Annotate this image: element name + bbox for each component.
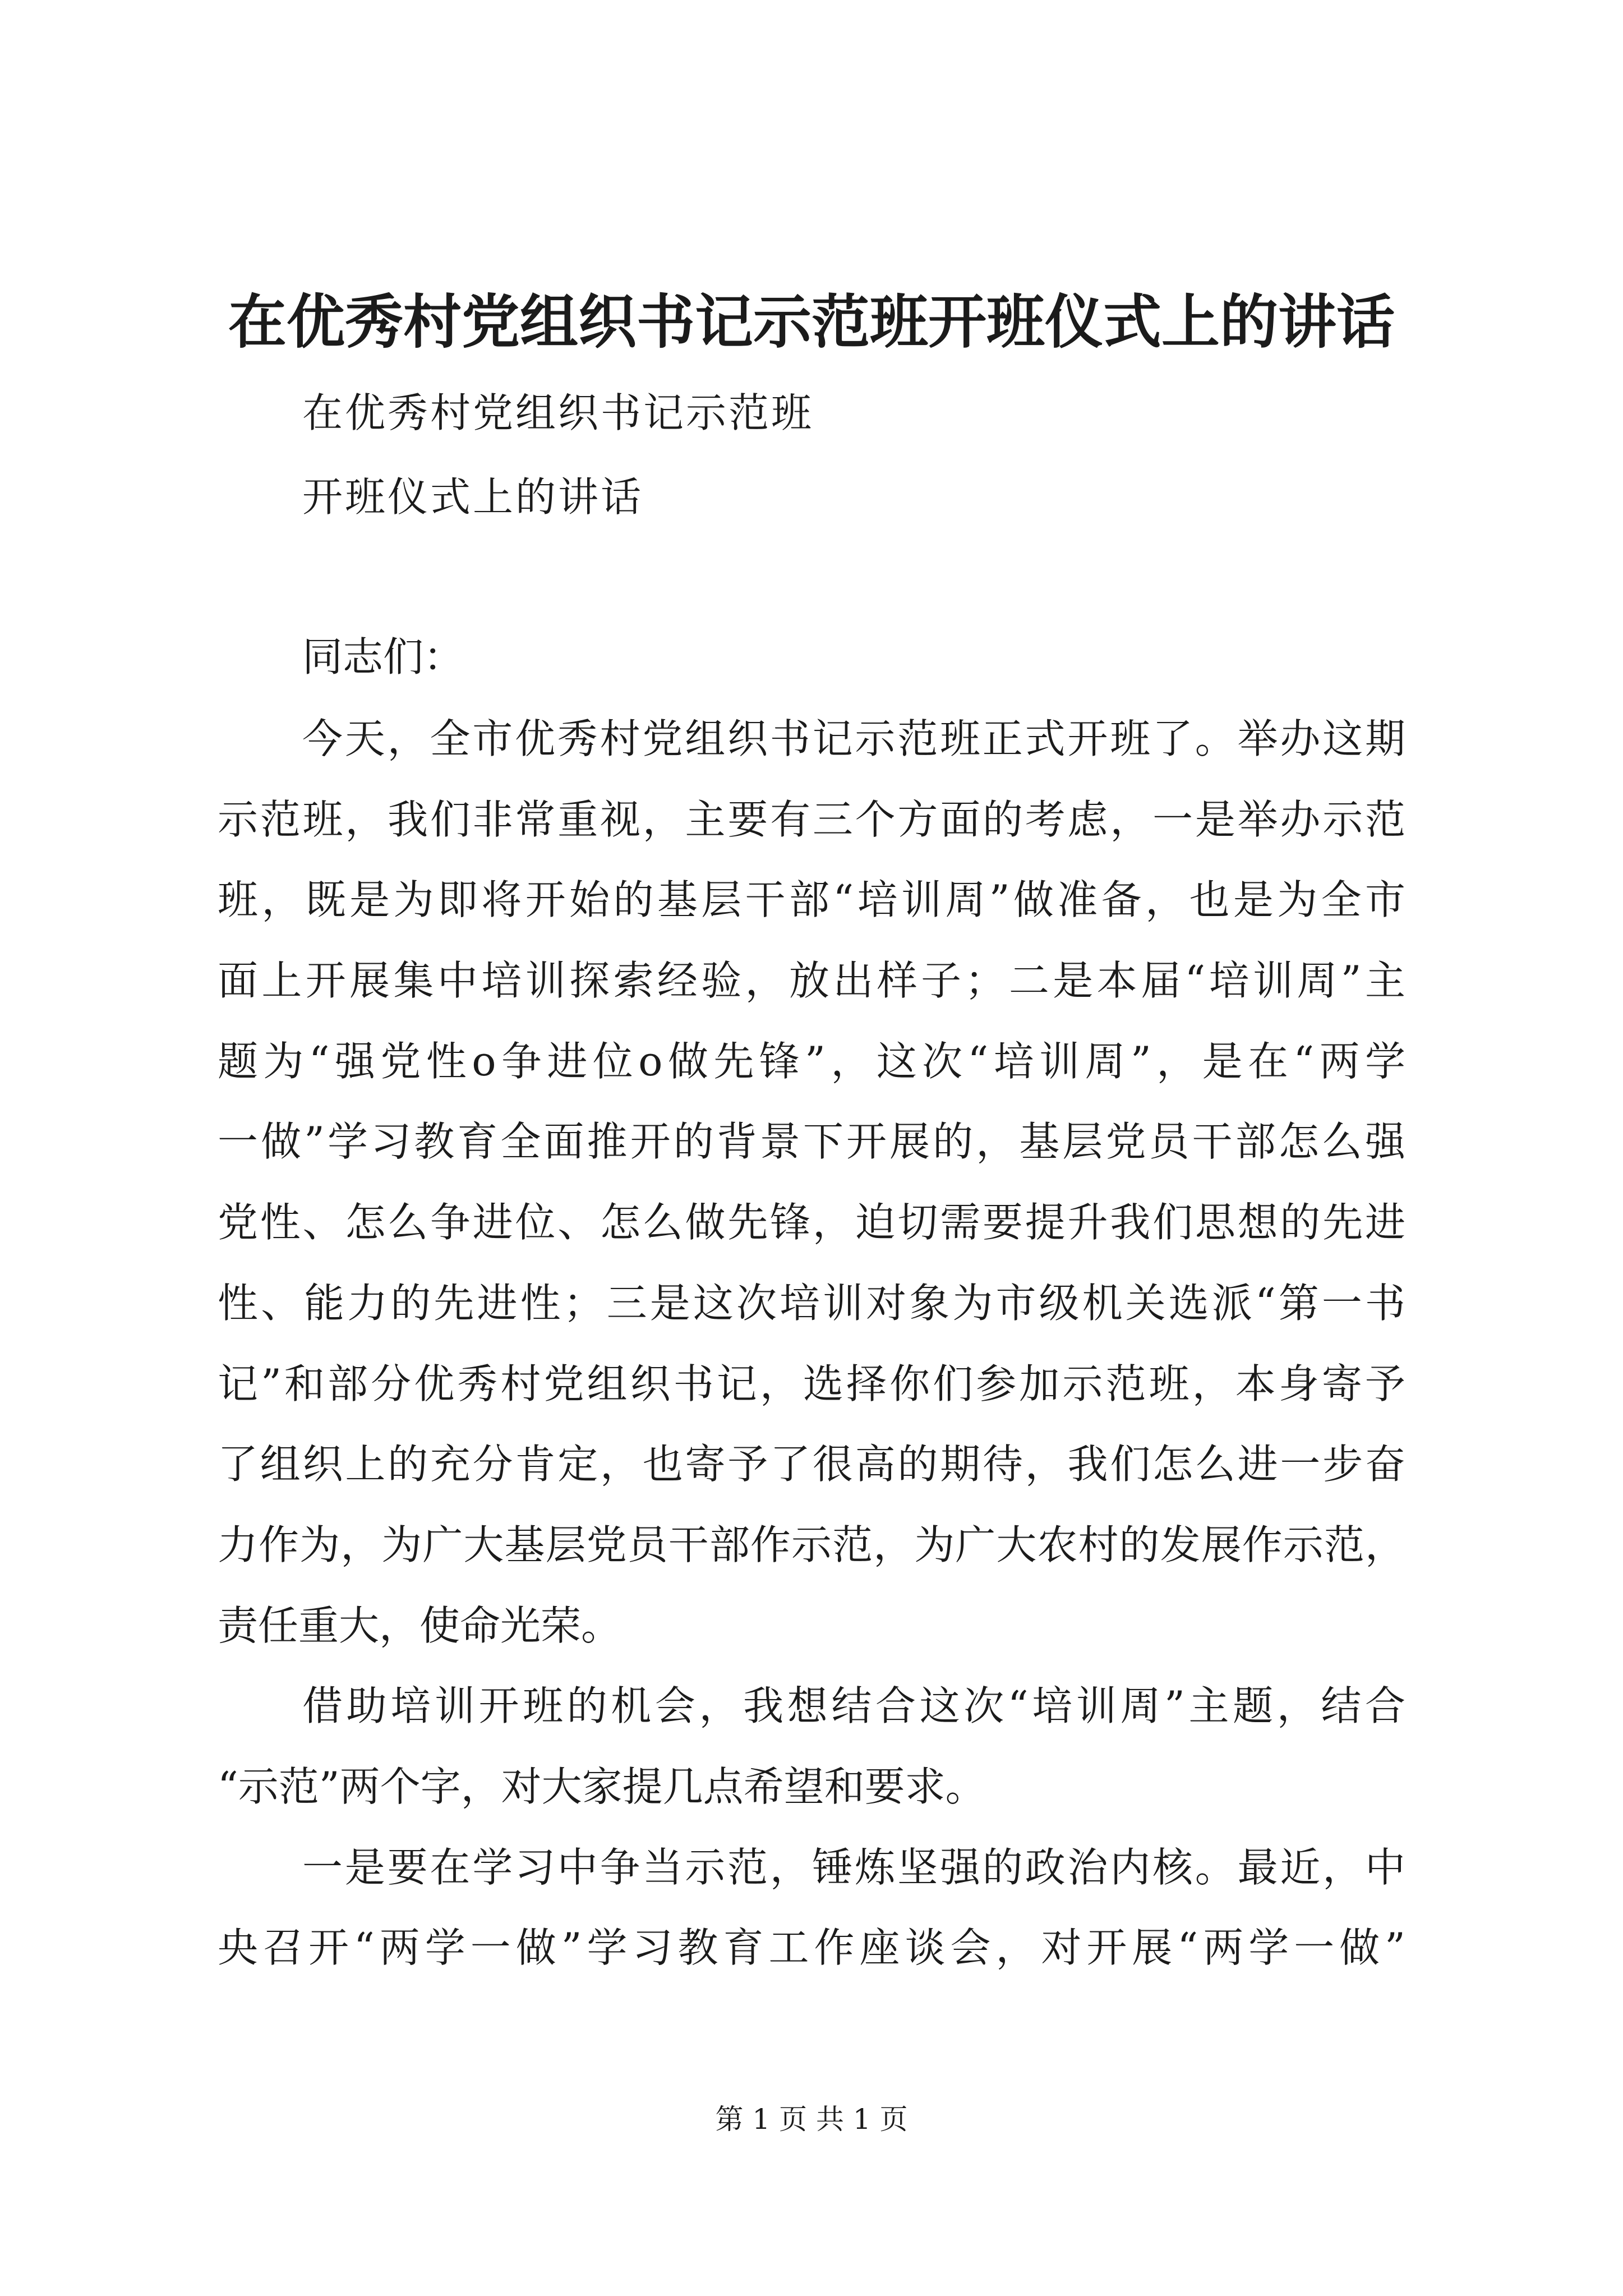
subtitle-line: 开班仪式上的讲话 bbox=[302, 473, 644, 521]
paragraph-line: 性、能力的先进性；三是这次培训对象为市级机关选派“第一书 bbox=[218, 1279, 1405, 1327]
paragraph-line: 央召开“两学一做”学习教育工作座谈会，对开展“两学一做” bbox=[218, 1924, 1405, 1972]
paragraph bbox=[218, 1666, 1405, 1827]
paragraph-line: 一做”学习教育全面推开的背景下开展的，基层党员干部怎么强 bbox=[218, 1118, 1405, 1166]
document-body bbox=[218, 699, 1405, 1989]
page-number-footer: 第 1 页 共 1 页 bbox=[715, 2103, 908, 2136]
paragraph-line: 党性、怎么争进位、怎么做先锋，迫切需要提升我们思想的先进 bbox=[218, 1199, 1405, 1246]
paragraph-line: “示范”两个字，对大家提几点希望和要求。 bbox=[218, 1763, 986, 1810]
paragraph bbox=[218, 1828, 1405, 1989]
paragraph-line: 记”和部分优秀村党组织书记，选择你们参加示范班，本身寄予 bbox=[218, 1360, 1405, 1407]
paragraph-line: 题为“强党性o争进位o做先锋”，这次“培训周”，是在“两学 bbox=[218, 1037, 1405, 1085]
paragraph-line: 一是要在学习中争当示范，锤炼坚强的政治内核。最近，中 bbox=[302, 1843, 1405, 1891]
salutation: 同志们： bbox=[302, 633, 464, 680]
subtitle-line: 在优秀村党组织书记示范班 bbox=[302, 389, 814, 436]
paragraph-line: 面上开展集中培训探索经验，放出样子；二是本届“培训周”主 bbox=[218, 957, 1405, 1005]
paragraph-line: 力作为，为广大基层党员干部作示范，为广大农村的发展作示范， bbox=[218, 1521, 1405, 1568]
paragraph bbox=[218, 699, 1405, 1666]
paragraph-line: 示范班，我们非常重视，主要有三个方面的考虑，一是举办示范 bbox=[218, 795, 1405, 843]
paragraph-line: 今天，全市优秀村党组织书记示范班正式开班了。举办这期 bbox=[302, 715, 1405, 762]
paragraph-line: 借助培训开班的机会，我想结合这次“培训周”主题，结合 bbox=[302, 1682, 1405, 1730]
paragraph-line: 责任重大，使命光荣。 bbox=[218, 1602, 622, 1649]
paragraph-line: 班，既是为即将开始的基层干部“培训周”做准备，也是为全市 bbox=[218, 876, 1405, 924]
document-title: 在优秀村党组织书记示范班开班仪式上的讲话 bbox=[228, 287, 1395, 356]
paragraph-line: 了组织上的充分肯定，也寄予了很高的期待，我们怎么进一步奋 bbox=[218, 1441, 1405, 1488]
